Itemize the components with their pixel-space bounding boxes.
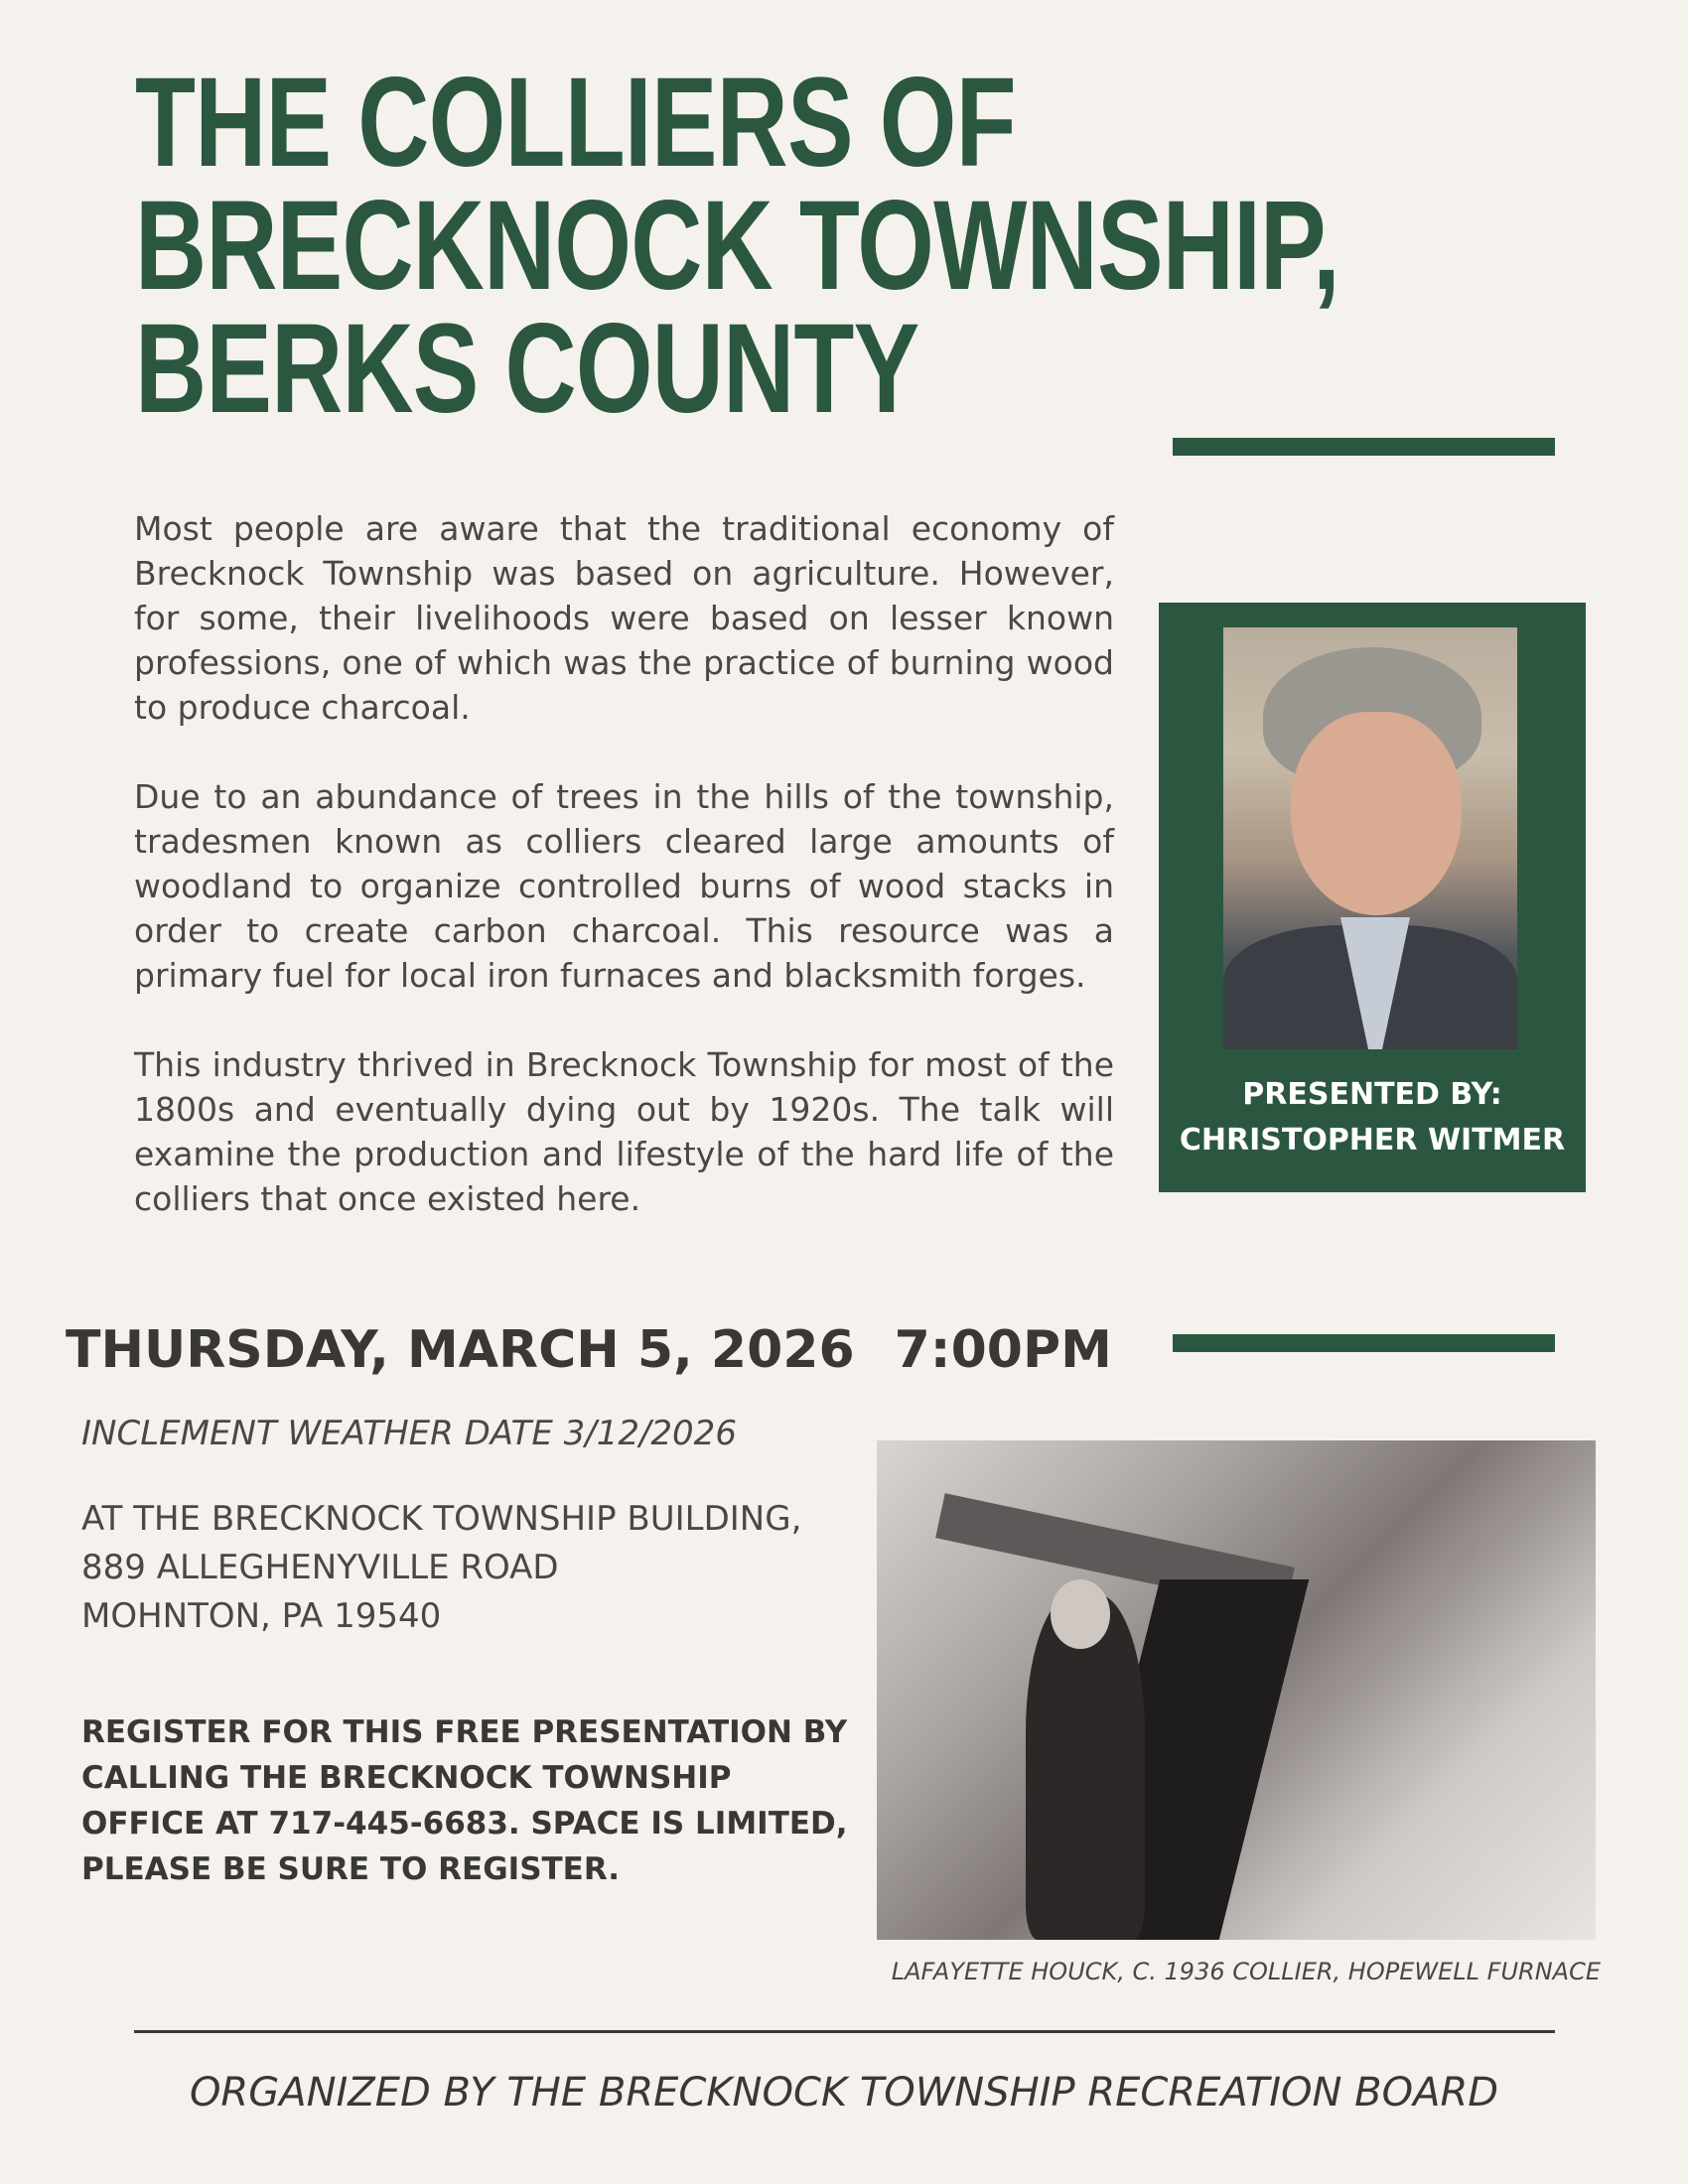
description-paragraph-1: Most people are aware that the traditional economy of Brecknock Township was based on agriculture. However, for some, their livelihoods were based on lesser known professions, one of which was the practice of burning wood to produce charcoal. [134, 509, 1114, 727]
description-paragraph-2: Due to an abundance of trees in the hills of the township, tradesmen known as colliers cleared large amounts of woodland to organize controlled burns of wood stacks in order to create carbon charcoal. This resource was a primary fuel for local iron furnaces and blacksmith forges. [134, 777, 1114, 995]
title-line-3: BERKS COUNTY [135, 298, 919, 440]
location-line-1: AT THE BRECKNOCK TOWNSHIP BUILDING, [81, 1499, 802, 1539]
event-datetime [66, 1320, 1112, 1380]
description-paragraph-3: This industry thrived in Brecknock Township for most of the 1800s and eventually dying out by 1920s. The talk will examine the production and lifestyle of the hard life of the colliers that once existed here. [134, 1045, 1114, 1218]
presenter-name: CHRISTOPHER WITMER [1179, 1123, 1566, 1158]
event-time: 7:00PM [894, 1320, 1112, 1380]
description [134, 506, 1114, 1266]
title-line-1: THE COLLIERS OF [135, 52, 1016, 194]
presenter-caption [1159, 1072, 1586, 1163]
photo-caption: LAFAYETTE HOUCK, C. 1936 COLLIER, HOPEWELL FURNACE [891, 1958, 1601, 1985]
presenter-card [1159, 603, 1586, 1192]
event-date: THURSDAY, MARCH 5, 2026 [66, 1320, 855, 1380]
location-line-2: 889 ALLEGHENYVILLE ROAD [81, 1548, 559, 1587]
organizer-footer: ORGANIZED BY THE BRECKNOCK TOWNSHIP RECREATION BOARD [189, 2070, 1499, 2116]
accent-divider-top [1173, 438, 1555, 456]
presented-by-label: PRESENTED BY: [1242, 1077, 1502, 1112]
inclement-weather-date: INCLEMENT WEATHER DATE 3/12/2026 [81, 1414, 737, 1453]
location-line-3: MOHNTON, PA 19540 [81, 1596, 442, 1636]
accent-divider-middle [1173, 1334, 1555, 1352]
event-location [81, 1495, 801, 1641]
registration-notice: REGISTER FOR THIS FREE PRESENTATION BY CALLING THE BRECKNOCK TOWNSHIP OFFICE AT 717-445-6683. SPACE IS LIMITED, PLEASE BE SURE TO REGISTER. [81, 1714, 848, 1887]
page-title [135, 52, 1339, 440]
collier-historic-photo [877, 1440, 1596, 1940]
footer-divider [134, 2030, 1555, 2033]
presenter-photo [1223, 627, 1517, 1049]
title-line-2: BRECKNOCK TOWNSHIP, [135, 175, 1339, 317]
